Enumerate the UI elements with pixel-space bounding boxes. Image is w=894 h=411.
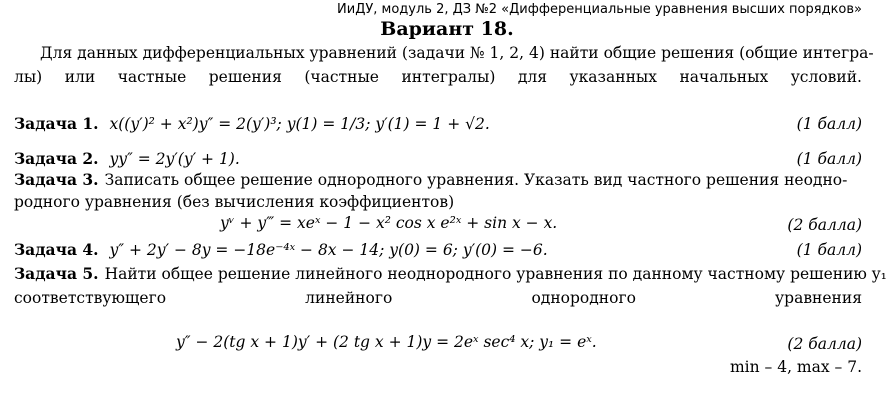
task-4-equation: y″ + 2y′ − 8y = −18e⁻⁴ˣ − 8x − 14; y(0) = 6; y′(0) = −6. (109, 241, 548, 259)
task-5-score: (2 балла) (787, 335, 862, 353)
task-5-word: соответствующего (14, 289, 167, 307)
task-3-text-2: родного уравнения (без вычисления коэффициентов) (14, 193, 455, 211)
task-5-word: линейного (305, 289, 393, 307)
task-2 (14, 149, 862, 168)
intro-line-1: Для данных дифференциальных уравнений (задачи № 1, 2, 4) найти общие решения (общие интегра- (40, 44, 874, 62)
task-2-label: Задача 2. (14, 149, 99, 168)
task-3-line-1 (14, 170, 862, 189)
intro-word: решения (208, 68, 282, 86)
intro-line-2 (14, 68, 862, 86)
intro-word: указанных (569, 68, 657, 86)
task-4-score: (1 балл) (796, 241, 862, 259)
intro-word: начальных (679, 68, 769, 86)
task-5-word: уравнения (775, 289, 862, 307)
task-5-label: Задача 5. (14, 264, 99, 283)
task-3-label: Задача 3. (14, 170, 99, 189)
task-2-equation: yy″ = 2y′(y′ + 1). (109, 150, 240, 168)
task-1-equation: x((y′)² + x²)y″ = 2(y′)³; y(1) = 1/3; y′(1) = 1 + √2. (109, 115, 490, 133)
task-3-score: (2 балла) (787, 216, 862, 234)
task-1-score: (1 балл) (796, 115, 862, 133)
intro-word: частные (117, 68, 187, 86)
task-5-line-1 (14, 264, 887, 283)
task-3-equation: yᵛ + y‴ = xeˣ − 1 − x² cos x e²ˣ + sin x − x. (220, 214, 558, 232)
intro-word: интегралы) (401, 68, 496, 86)
task-5-word: однородного (531, 289, 636, 307)
intro-word: (частные (304, 68, 379, 86)
score-range: min – 4, max – 7. (729, 358, 862, 376)
task-3-text-1: Записать общее решение однородного уравнения. Указать вид частного решения неодно- (104, 171, 848, 189)
task-1 (14, 114, 862, 133)
variant-title: Вариант 18. (380, 18, 514, 40)
task-5-line-2 (14, 289, 862, 307)
task-5-text-1: Найти общее решение линейного неоднородного уравнения по данному частному решению y₁ (104, 265, 887, 283)
intro-word: условий. (790, 68, 862, 86)
intro-word: или (64, 68, 96, 86)
intro-word: для (517, 68, 548, 86)
task-2-score: (1 балл) (796, 150, 862, 168)
task-4-label: Задача 4. (14, 240, 99, 259)
task-1-label: Задача 1. (14, 114, 99, 133)
task-5-equation: y″ − 2(tg x + 1)y′ + (2 tg x + 1)y = 2eˣ sec⁴ x; y₁ = eˣ. (176, 333, 597, 351)
course-header: ИиДУ, модуль 2, ДЗ №2 «Дифференциальные уравнения высших порядков» (337, 2, 862, 17)
task-4 (14, 240, 862, 259)
intro-word: лы) (14, 68, 43, 86)
